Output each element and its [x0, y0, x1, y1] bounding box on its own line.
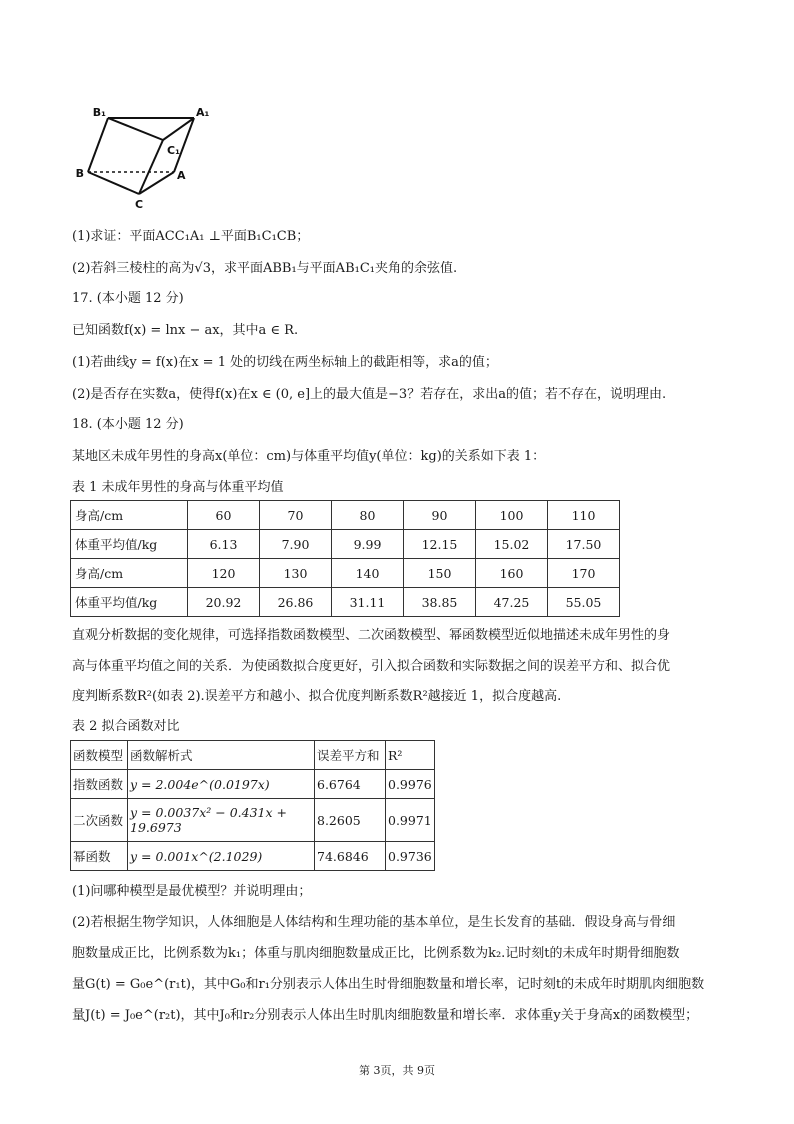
q18-para1-line2: 高与体重平均值之间的关系．为使函数拟合度更好，引入拟合函数和实际数据之间的误差平方和、拟合优 [72, 659, 671, 674]
label-c: C [135, 198, 144, 211]
table1-cell: 100 [476, 501, 548, 530]
table2-header-row [71, 741, 435, 770]
table1-cell: 60 [188, 501, 260, 530]
q16-part1: (1)求证：平面ACC₁A₁ ⊥平面B₁C₁CB； [72, 229, 310, 244]
q18-part2-line2: 胞数量成正比，比例系数为k₁；体重与肌肉细胞数量成正比，比例系数为k₂.记时刻t的未成年时期骨细胞数 [72, 946, 680, 961]
table1-cell: 160 [476, 559, 548, 588]
page-footer: 第 3页，共 9页 [359, 1064, 435, 1077]
table2-caption: 表 2 拟合函数对比 [72, 719, 180, 734]
label-c1: C₁ [167, 144, 180, 157]
q18-para1-line3: 度判断系数R²(如表 2).误差平方和越小、拟合优度判断系数R²越接近 1，拟合度越高. [72, 689, 562, 704]
edge-b1-c1 [108, 118, 163, 140]
table2-row [71, 842, 435, 871]
q18-part1: (1)问哪种模型是最优模型？并说明理由； [72, 884, 312, 899]
table2-r2: 0.9976 [386, 770, 435, 799]
table2-model: 二次函数 [71, 799, 128, 842]
table2 [70, 740, 435, 871]
table1 [70, 500, 620, 617]
table2-formula: y = 2.004e^(0.0197x) [128, 770, 315, 799]
q17-part2: (2)是否存在实数a，使得f(x)在x ∈ (0, e]上的最大值是−3？若存在，求出a的值；若不存在，说明理由. [72, 387, 667, 402]
q16-part2: (2)若斜三棱柱的高为√3，求平面ABB₁与平面AB₁C₁夹角的余弦值. [72, 261, 458, 276]
table2-r2: 0.9971 [386, 799, 435, 842]
table1-caption: 表 1 未成年男性的身高与体重平均值 [72, 480, 284, 495]
table1-cell: 150 [404, 559, 476, 588]
q18-part2-line4: 量J(t) = J₀e^(r₂t)，其中J₀和r₂分别表示人体出生时肌肉细胞数量和增长率．求体重y关于身高x的函数模型； [72, 1008, 699, 1023]
q18-para1-line1: 直观分析数据的变化规律，可选择指数函数模型、二次函数模型、幂函数模型近似地描述未成年男性的身 [72, 628, 671, 643]
table2-row [71, 799, 435, 842]
edge-b-c [88, 172, 139, 194]
table1-cell: 7.90 [260, 530, 332, 559]
table1-row [71, 559, 620, 588]
q18-stem: 某地区未成年男性的身高x(单位：cm)与体重平均值y(单位：kg)的关系如下表 1： [72, 449, 546, 464]
table2-header-model: 函数模型 [71, 741, 128, 770]
prism-figure [70, 100, 220, 212]
table1-row [71, 588, 620, 617]
table2-header-formula: 函数解析式 [128, 741, 315, 770]
table2-header-r2: R² [386, 741, 435, 770]
label-b: B [75, 167, 84, 180]
table2-r2: 0.9736 [386, 842, 435, 871]
table2-header-sse: 误差平方和 [315, 741, 386, 770]
q17-stem: 已知函数f(x) = lnx − ax，其中a ∈ R. [72, 323, 299, 338]
table2-sse: 6.6764 [315, 770, 386, 799]
table2-formula: y = 0.001x^(2.1029) [128, 842, 315, 871]
table1-cell: 15.02 [476, 530, 548, 559]
table1-cell: 6.13 [188, 530, 260, 559]
edge-b-b1 [88, 118, 108, 172]
table1-cell: 47.25 [476, 588, 548, 617]
label-a: A [177, 169, 186, 182]
table1-cell: 90 [404, 501, 476, 530]
table1-cell: 20.92 [188, 588, 260, 617]
q17-heading: 17. (本小题 12 分) [72, 291, 184, 306]
q18-heading: 18. (本小题 12 分) [72, 417, 184, 432]
table2-sse: 8.2605 [315, 799, 386, 842]
table1-cell: 70 [260, 501, 332, 530]
table1-cell: 12.15 [404, 530, 476, 559]
table1-cell: 120 [188, 559, 260, 588]
table2-formula: y = 0.0037x² − 0.431x + 19.6973 [128, 799, 315, 842]
table1-cell: 17.50 [548, 530, 620, 559]
table1-cell: 9.99 [332, 530, 404, 559]
q18-part2-line1: (2)若根据生物学知识，人体细胞是人体结构和生理功能的基本单位，是生长发育的基础．假设身高与骨细 [72, 915, 676, 930]
table1-cell: 110 [548, 501, 620, 530]
table1-cell: 31.11 [332, 588, 404, 617]
table1-cell: 55.05 [548, 588, 620, 617]
table1-cell: 80 [332, 501, 404, 530]
q17-part1: (1)若曲线y = f(x)在x = 1 处的切线在两坐标轴上的截距相等，求a的值； [72, 355, 498, 370]
table1-cell: 140 [332, 559, 404, 588]
table1-row-header: 身高/cm [71, 501, 188, 530]
table1-row-header: 体重平均值/kg [71, 588, 188, 617]
table1-cell: 130 [260, 559, 332, 588]
label-b1: B₁ [92, 106, 106, 119]
table1-cell: 170 [548, 559, 620, 588]
table2-model: 指数函数 [71, 770, 128, 799]
label-a1: A₁ [196, 106, 210, 119]
table2-model: 幂函数 [71, 842, 128, 871]
table1-row-header: 身高/cm [71, 559, 188, 588]
q18-part2-line3: 量G(t) = G₀e^(r₁t)，其中G₀和r₁分别表示人体出生时骨细胞数量和增长率，记时刻t的未成年时期肌肉细胞数 [72, 977, 705, 992]
table1-row [71, 530, 620, 559]
table1-cell: 26.86 [260, 588, 332, 617]
table1-cell: 38.85 [404, 588, 476, 617]
table2-row [71, 770, 435, 799]
table1-row [71, 501, 620, 530]
table2-sse: 74.6846 [315, 842, 386, 871]
table1-row-header: 体重平均值/kg [71, 530, 188, 559]
